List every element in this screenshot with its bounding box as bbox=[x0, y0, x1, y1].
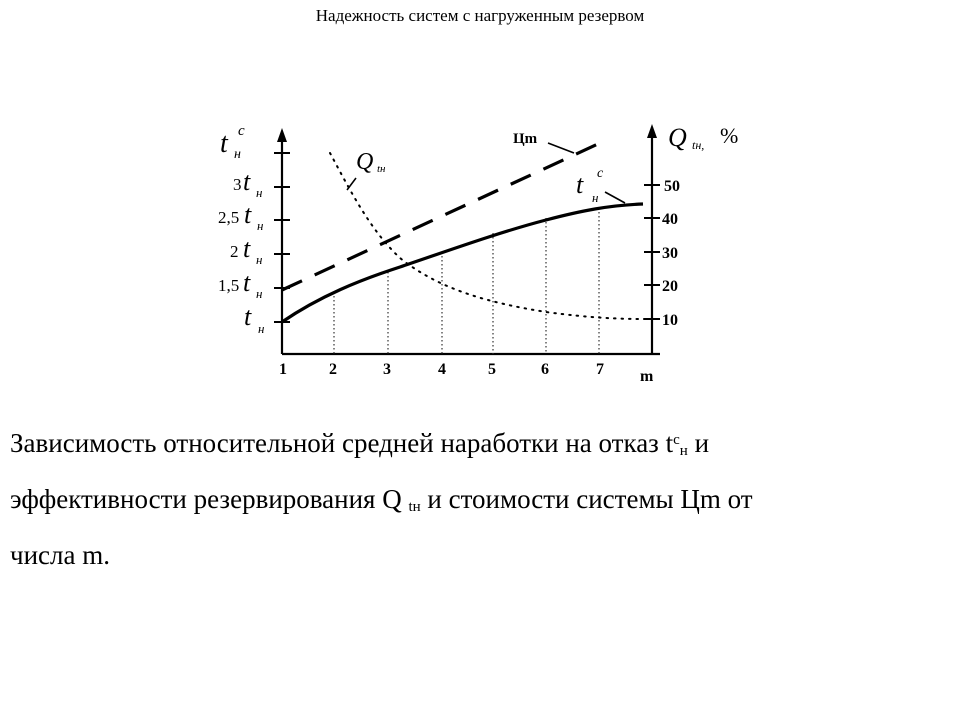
svg-text:t: t bbox=[243, 234, 251, 263]
svg-text:3: 3 bbox=[233, 175, 242, 194]
svg-text:1,5: 1,5 bbox=[218, 276, 240, 295]
left-axis-arrow-icon bbox=[277, 128, 287, 142]
svg-text:m: m bbox=[640, 368, 654, 385]
page-title: Надежность систем с нагруженным резервом bbox=[315, 6, 645, 25]
svg-text:н: н bbox=[256, 185, 263, 200]
svg-text:Q: Q bbox=[356, 149, 374, 175]
svg-text:3: 3 bbox=[383, 361, 391, 378]
svg-text:7: 7 bbox=[596, 361, 604, 378]
svg-text:50: 50 bbox=[664, 178, 680, 195]
svg-text:c: c bbox=[238, 123, 245, 139]
svg-text:t: t bbox=[243, 268, 251, 297]
svg-text:н: н bbox=[234, 147, 241, 162]
svg-text:t: t bbox=[220, 128, 228, 159]
svg-text:tн,: tн, bbox=[692, 138, 705, 152]
svg-text:20: 20 bbox=[662, 278, 678, 295]
svg-text:c: c bbox=[597, 166, 604, 181]
caption-line-3: числа m. bbox=[10, 540, 110, 570]
svg-text:н: н bbox=[592, 190, 599, 205]
grid-lines bbox=[334, 208, 599, 354]
caption-line-2: эффективности резервирования Q $_{tн}$ и стоимости системы Цm от bbox=[10, 484, 753, 515]
svg-text:2,5: 2,5 bbox=[218, 208, 240, 227]
svg-text:н: н bbox=[257, 218, 264, 233]
right-axis-arrow-icon bbox=[647, 124, 657, 138]
figure-caption bbox=[10, 416, 930, 579]
svg-text:t: t bbox=[576, 170, 584, 199]
svg-text:н: н bbox=[256, 252, 263, 267]
svg-text:t: t bbox=[244, 200, 252, 229]
svg-text:40: 40 bbox=[662, 211, 678, 228]
caption-line-1: Зависимость относительной средней наработки на отказ $t^c_н$ и bbox=[10, 428, 710, 459]
svg-text:2: 2 bbox=[329, 361, 337, 378]
svg-text:н: н bbox=[258, 321, 265, 336]
series-cm-dashed bbox=[282, 143, 600, 290]
svg-text:%: % bbox=[720, 123, 739, 148]
svg-text:н: н bbox=[256, 286, 263, 301]
svg-text:Q: Q bbox=[668, 123, 687, 152]
svg-text:6: 6 bbox=[541, 361, 549, 378]
svg-text:1: 1 bbox=[279, 361, 287, 378]
svg-text:t: t bbox=[244, 302, 252, 331]
svg-text:2: 2 bbox=[230, 242, 239, 261]
series-tcn-solid bbox=[282, 204, 643, 322]
svg-text:10: 10 bbox=[662, 312, 678, 329]
svg-text:Цm: Цm bbox=[513, 131, 538, 147]
svg-text:4: 4 bbox=[438, 361, 446, 378]
svg-text:5: 5 bbox=[488, 361, 496, 378]
svg-text:tн: tн bbox=[377, 163, 386, 175]
svg-text:30: 30 bbox=[662, 245, 678, 262]
svg-text:t: t bbox=[243, 167, 251, 196]
